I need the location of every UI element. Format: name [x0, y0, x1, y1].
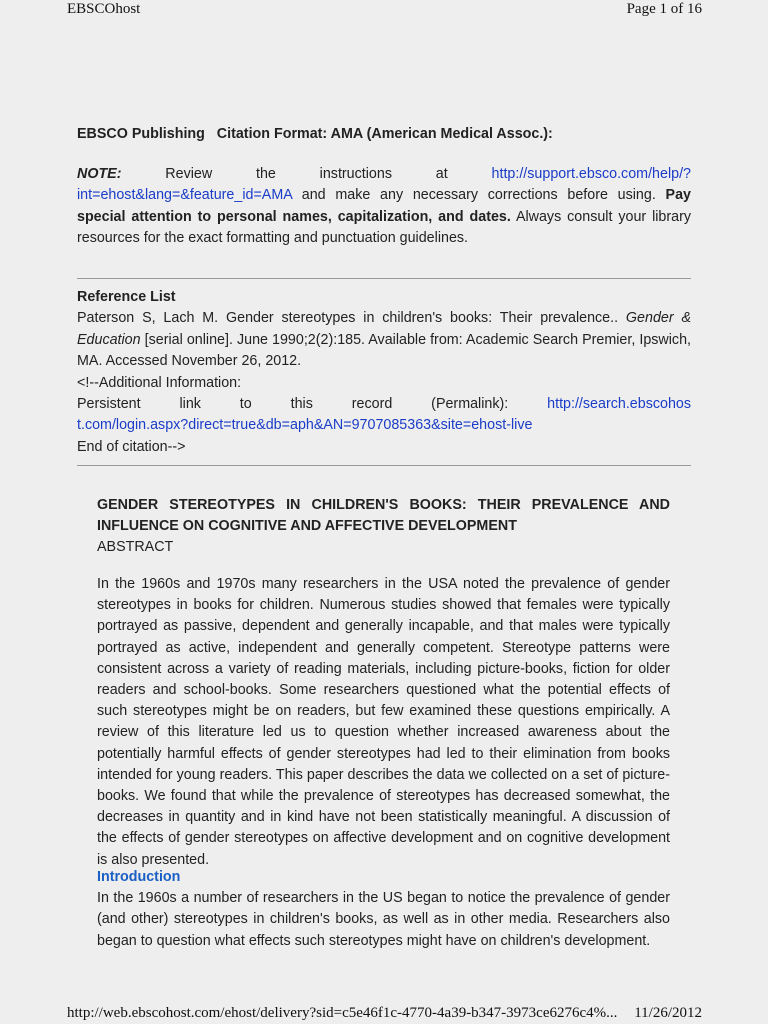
note-paragraph [77, 164, 691, 250]
help-link[interactable]: http://support.ebsco.com/help/?int=ehost&lang=&feature_id=AMA [77, 166, 691, 204]
abstract-text: In the 1960s and 1970s many researchers in the USA noted the prevalence of gender stereotypes in books for children. Numerous studies showed that females were typically portrayed as passive, dependent and generally incapable, and that males were typically portrayed as active, independent and generally competent. Stereotype patterns were consistent across a variety of reading materials, including picture-books, fiction for older readers and school-books. Some researchers questioned what the potential effects of such stereotypes might be on readers, but few examined these questions empirically. A review of this literature led us to question whether increased awareness about the potentially harmful effects of gender stereotypes had led to their elimination from books intended for young readers. This paper describes the data we collected on a set of picture-books. We found that while the prevalence of stereotypes has decreased somewhat, the decreases in quantity and in kind have not been statistically meaningful. A discussion of the effects of gender stereotypes on affective development and on cognitive development is also presented. [97, 576, 670, 868]
abstract-label: ABSTRACT [97, 539, 174, 556]
print-header-site: EBSCOhost [67, 1, 141, 17]
divider-bottom [77, 465, 691, 466]
permalink-link[interactable]: http://search.ebscohost.com/login.aspx?direct=true&db=aph&AN=9707085363&site=ehost-live [77, 396, 691, 434]
reference-list [77, 287, 691, 458]
note-bold-warning: Pay special attention to personal names, capitalization, and dates. [77, 187, 691, 225]
comment-close: End of citation--> [77, 438, 186, 455]
citation-format-header: EBSCO Publishing Citation Format: AMA (American Medical Assoc.): [77, 126, 553, 142]
citation-authors-title: Paterson S, Lach M. Gender stereotypes in children's books: Their prevalence.. [77, 310, 626, 327]
reference-list-heading: Reference List [77, 289, 176, 305]
print-footer-url: http://web.ebscohost.com/ehost/delivery?sid=c5e46f1c-4770-4a39-b347-3973ce6276c4%... [67, 1005, 618, 1021]
introduction-heading: Introduction [97, 869, 181, 885]
note-text-2: and make any necessary corrections before using. [292, 187, 666, 204]
print-footer-date: 11/26/2012 [634, 1005, 702, 1021]
comment-open: <!--Additional Information: [77, 374, 242, 391]
divider-top [77, 278, 691, 279]
citation-journal: Gender & Education [77, 310, 691, 348]
introduction-section [97, 867, 670, 952]
print-header-page-number: Page 1 of 16 [626, 1, 702, 17]
reference-citation [77, 308, 691, 372]
note-text-3: Always consult your library resources for the exact formatting and punctuation guidelines. [77, 208, 691, 247]
permalink-label: Persistent link to this record (Permalink): [77, 396, 548, 413]
article-title: GENDER STEREOTYPES IN CHILDREN'S BOOKS: THEIR PREVALENCE AND INFLUENCE ON COGNITIVE AND AFFECTIVE DEVELOPMENT [97, 497, 670, 535]
note-text-1: Review the instructions at [121, 166, 492, 182]
note-label: NOTE: [77, 166, 122, 182]
citation-details: [serial online]. June 1990;2(2):185. Available from: Academic Search Premier, Ipswich, MA. Accessed November 26, 2012. [77, 331, 691, 370]
permalink-line [77, 394, 691, 437]
introduction-text: In the 1960s a number of researchers in the US began to notice the prevalence of gender (and other) stereotypes in children's books, as well as in other media. Researchers also began to question what effects such stereotypes might have on children's development. [97, 890, 670, 949]
article-title-block [97, 495, 670, 559]
